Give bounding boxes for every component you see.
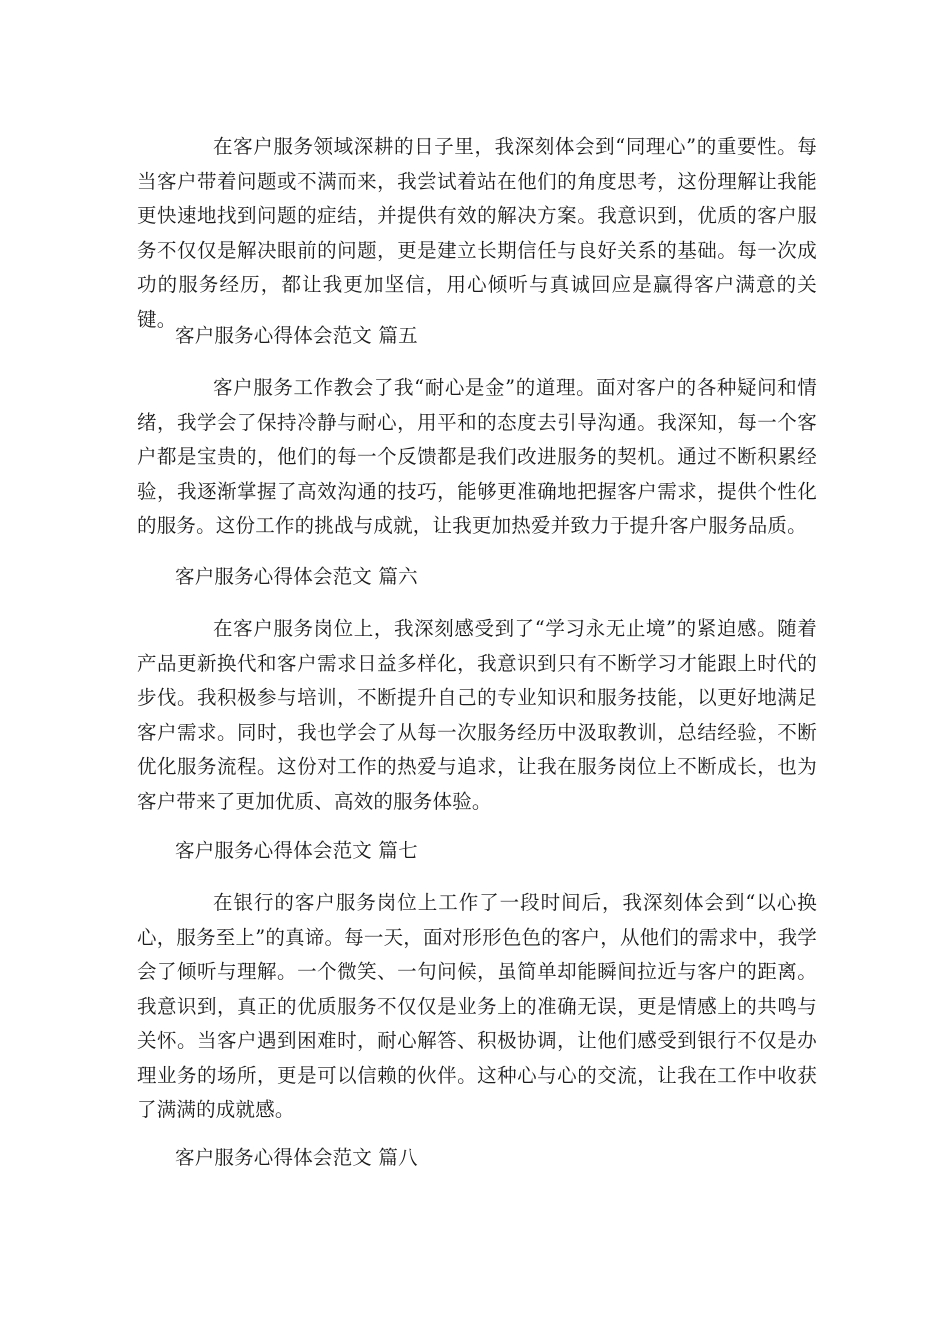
section-heading-6: 客户服务心得体会范文 篇六 — [175, 565, 418, 588]
section-heading-7: 客户服务心得体会范文 篇七 — [175, 839, 418, 862]
section-heading-8: 客户服务心得体会范文 篇八 — [175, 1146, 418, 1169]
paragraph-section-5: 客户服务工作教会了我“耐心是金”的道理。面对客户的各种疑问和情绪，我学会了保持冷静与耐心，用平和的态度去引导沟通。我深知，每一个客户都是宝贵的，他们的每一个反馈都是我们改进服务的契机。通过不断积累经验，我逐渐掌握了高效沟通的技巧，能够更准确地把握客户需求，提供个性化的服务。这份工作的挑战与成就，让我更加热爱并致力于提升客户服务品质。 — [137, 376, 817, 537]
paragraph-section-6: 在客户服务岗位上，我深刻感受到了“学习永无止境”的紧迫感。随着产品更新换代和客户需求日益多样化，我意识到只有不断学习才能跟上时代的步伐。我积极参与培训，不断提升自己的专业知识和服务技能，以更好地满足客户需求。同时，我也学会了从每一次服务经历中汲取教训，总结经验，不断优化服务流程。这份对工作的热爱与追求，让我在服务岗位上不断成长，也为客户带来了更加优质、高效的服务体验。 — [137, 617, 817, 813]
paragraph-section-7: 在银行的客户服务岗位上工作了一段时间后，我深刻体会到“以心换心，服务至上”的真谛。每一天，面对形形色色的客户，从他们的需求中，我学会了倾听与理解。一个微笑、一句问候，虽简单却能瞬间拉近与客户的距离。我意识到，真正的优质服务不仅仅是业务上的准确无误，更是情感上的共鸣与关怀。当客户遇到困难时，耐心解答、积极协调，让他们感受到银行不仅是办理业务的场所，更是可以信赖的伙伴。这种心与心的交流，让我在工作中收获了满满的成就感。 — [137, 891, 817, 1121]
paragraph-intro: 在客户服务领域深耕的日子里，我深刻体会到“同理心”的重要性。每当客户带着问题或不满而来，我尝试着站在他们的角度思考，这份理解让我能更快速地找到问题的症结，并提供有效的解决方案。我意识到，优质的客户服务不仅仅是解决眼前的问题，更是建立长期信任与良好关系的基础。每一次成功的服务经历，都让我更加坚信，用心倾听与真诚回应是赢得客户满意的关键。 — [137, 135, 817, 331]
section-heading-5: 客户服务心得体会范文 篇五 — [175, 324, 418, 347]
